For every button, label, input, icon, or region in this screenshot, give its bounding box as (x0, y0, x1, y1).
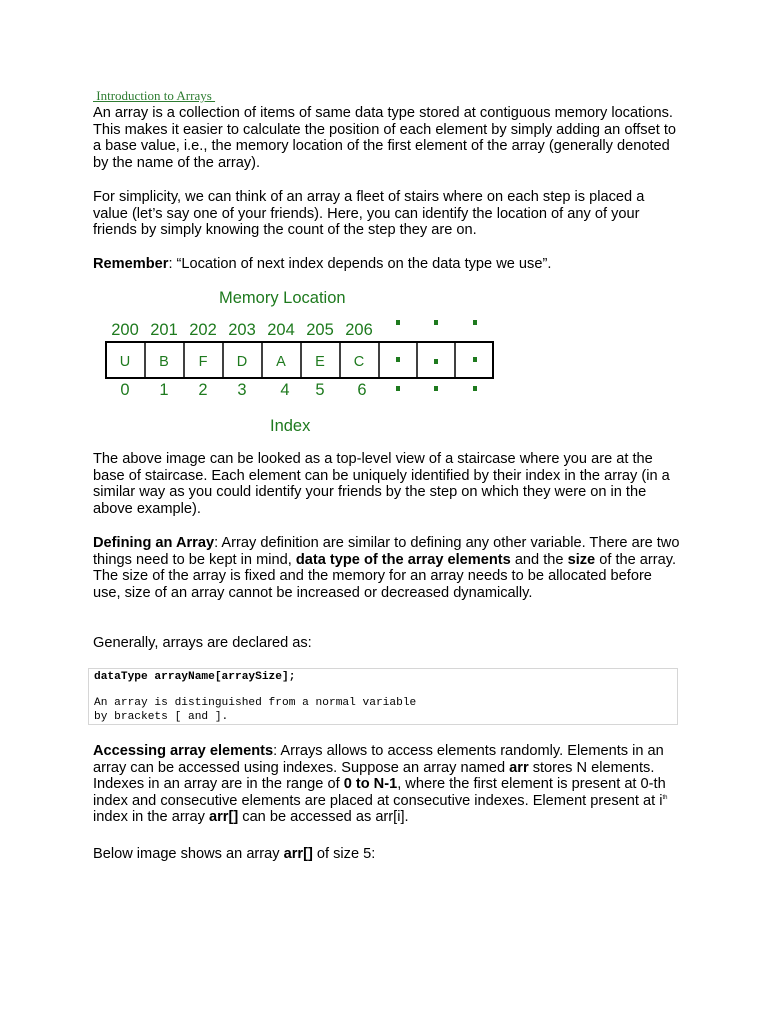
code-line-comment: by brackets [ and ]. (94, 711, 229, 723)
address-label: 204 (267, 321, 295, 339)
address-label: 201 (150, 321, 178, 339)
address-label: 200 (111, 321, 139, 339)
accessing-elements-text: , where the first element is present at 0-th index and consecutive elements are placed at consecutive indexes. Element present at i (93, 776, 666, 809)
address-label: 202 (189, 321, 217, 339)
array-cell-value: B (159, 354, 169, 370)
index-ellipsis-dot (434, 386, 438, 391)
array-cell-value: U (119, 354, 131, 370)
remember-label: Remember (93, 256, 169, 272)
cell-ellipsis-dot (396, 357, 400, 362)
paragraph-image-caption (93, 846, 683, 863)
code-block (88, 668, 678, 725)
accessing-elements-text: can be accessed as arr[i]. (238, 809, 409, 826)
caption-text: of size 5: (312, 846, 376, 862)
index-ellipsis-dot (396, 386, 400, 391)
array-cell-value: A (276, 354, 286, 370)
code-line-comment: An array is distinguished from a normal variable (94, 697, 417, 709)
arr-brackets-emphasis: arr[] (209, 809, 239, 826)
data-type-emphasis: data type of the array elements (295, 551, 511, 568)
section-heading: Introduction to Arrays (93, 88, 216, 103)
paragraph-defining-array (93, 535, 683, 601)
paragraph-remember (93, 256, 683, 273)
size-emphasis: size (567, 551, 596, 568)
address-ellipsis-dot (473, 320, 477, 325)
accessing-elements-text: stores N elements. Indexes in an array are in the range of (93, 759, 655, 793)
accessing-elements-text: index in the array (93, 809, 210, 826)
cell-ellipsis-dot (473, 357, 477, 362)
array-cell-value: D (236, 354, 248, 370)
defining-array-text: : Array definition are similar to defining any other variable. There are two things need to be kept in mind, (93, 535, 680, 568)
address-label: 203 (228, 321, 256, 339)
memory-location-title: Memory Location (219, 289, 346, 307)
index-label: 6 (357, 381, 367, 399)
defining-array-text: and the (510, 551, 568, 568)
range-emphasis: 0 to N-1 (343, 776, 398, 793)
paragraph-accessing-elements (93, 743, 683, 826)
paragraph-staircase-view: The above image can be looked as a top-level view of a staircase where you are at the base of staircase. Each element can be uniquely identified by their index in the array (in a similar way as you could identify your friends by the step on which they were on in the above example). (93, 451, 670, 517)
index-label: 5 (315, 381, 325, 399)
array-outline (106, 342, 493, 378)
address-ellipsis-dot (434, 320, 438, 325)
index-ellipsis-dot (473, 386, 477, 391)
arr-emphasis: arr[] (283, 846, 313, 862)
paragraph-declaration-intro: Generally, arrays are declared as: (93, 635, 312, 651)
paragraph-array-definition: An array is a collection of items of same data type stored at contiguous memory locations. This makes it easier to calculate the position of each element by simply adding an offset to a base value, i.e., the memory location of the first element of the array (generally denoted by the name of the array). (93, 105, 676, 171)
remember-text: : “Location of next index depends on the data type we use”. (168, 256, 552, 272)
index-label: 3 (237, 381, 247, 399)
array-cell-value: F (198, 354, 208, 370)
address-label: 205 (306, 321, 334, 339)
array-cell-value: E (315, 354, 325, 370)
code-line-declaration: dataType arrayName[arraySize]; (94, 671, 296, 683)
address-ellipsis-dot (396, 320, 400, 325)
index-title: Index (270, 417, 311, 435)
array-cell-value: C (353, 354, 365, 370)
index-label: 1 (159, 381, 169, 399)
defining-array-label: Defining an Array (93, 535, 215, 551)
index-label: 4 (280, 381, 290, 399)
accessing-elements-label: Accessing array elements (93, 743, 274, 759)
index-label: 0 (120, 381, 130, 399)
accessing-elements-text: : Arrays allows to access elements randomly. Elements in an array can be accessed using indexes. Suppose an array named (93, 743, 664, 776)
caption-text: Below image shows an array (93, 846, 284, 862)
address-label: 206 (345, 321, 373, 339)
arr-emphasis: arr (509, 759, 529, 776)
cell-ellipsis-dot (434, 359, 438, 364)
paragraph-staircase-analogy: For simplicity, we can think of an array a fleet of stairs where on each step is placed a value (let’s say one of your friends). Here, you can identify the location of any of your friends by simply knowing the count of the step they are on. (93, 189, 645, 239)
index-label: 2 (198, 381, 208, 399)
defining-array-text: of the array. The size of the array is fixed and the memory for an array needs to be allocated before use, size of an array cannot be increased or decreased dynamically. (93, 551, 677, 601)
ordinal-superscript: th (662, 794, 668, 801)
